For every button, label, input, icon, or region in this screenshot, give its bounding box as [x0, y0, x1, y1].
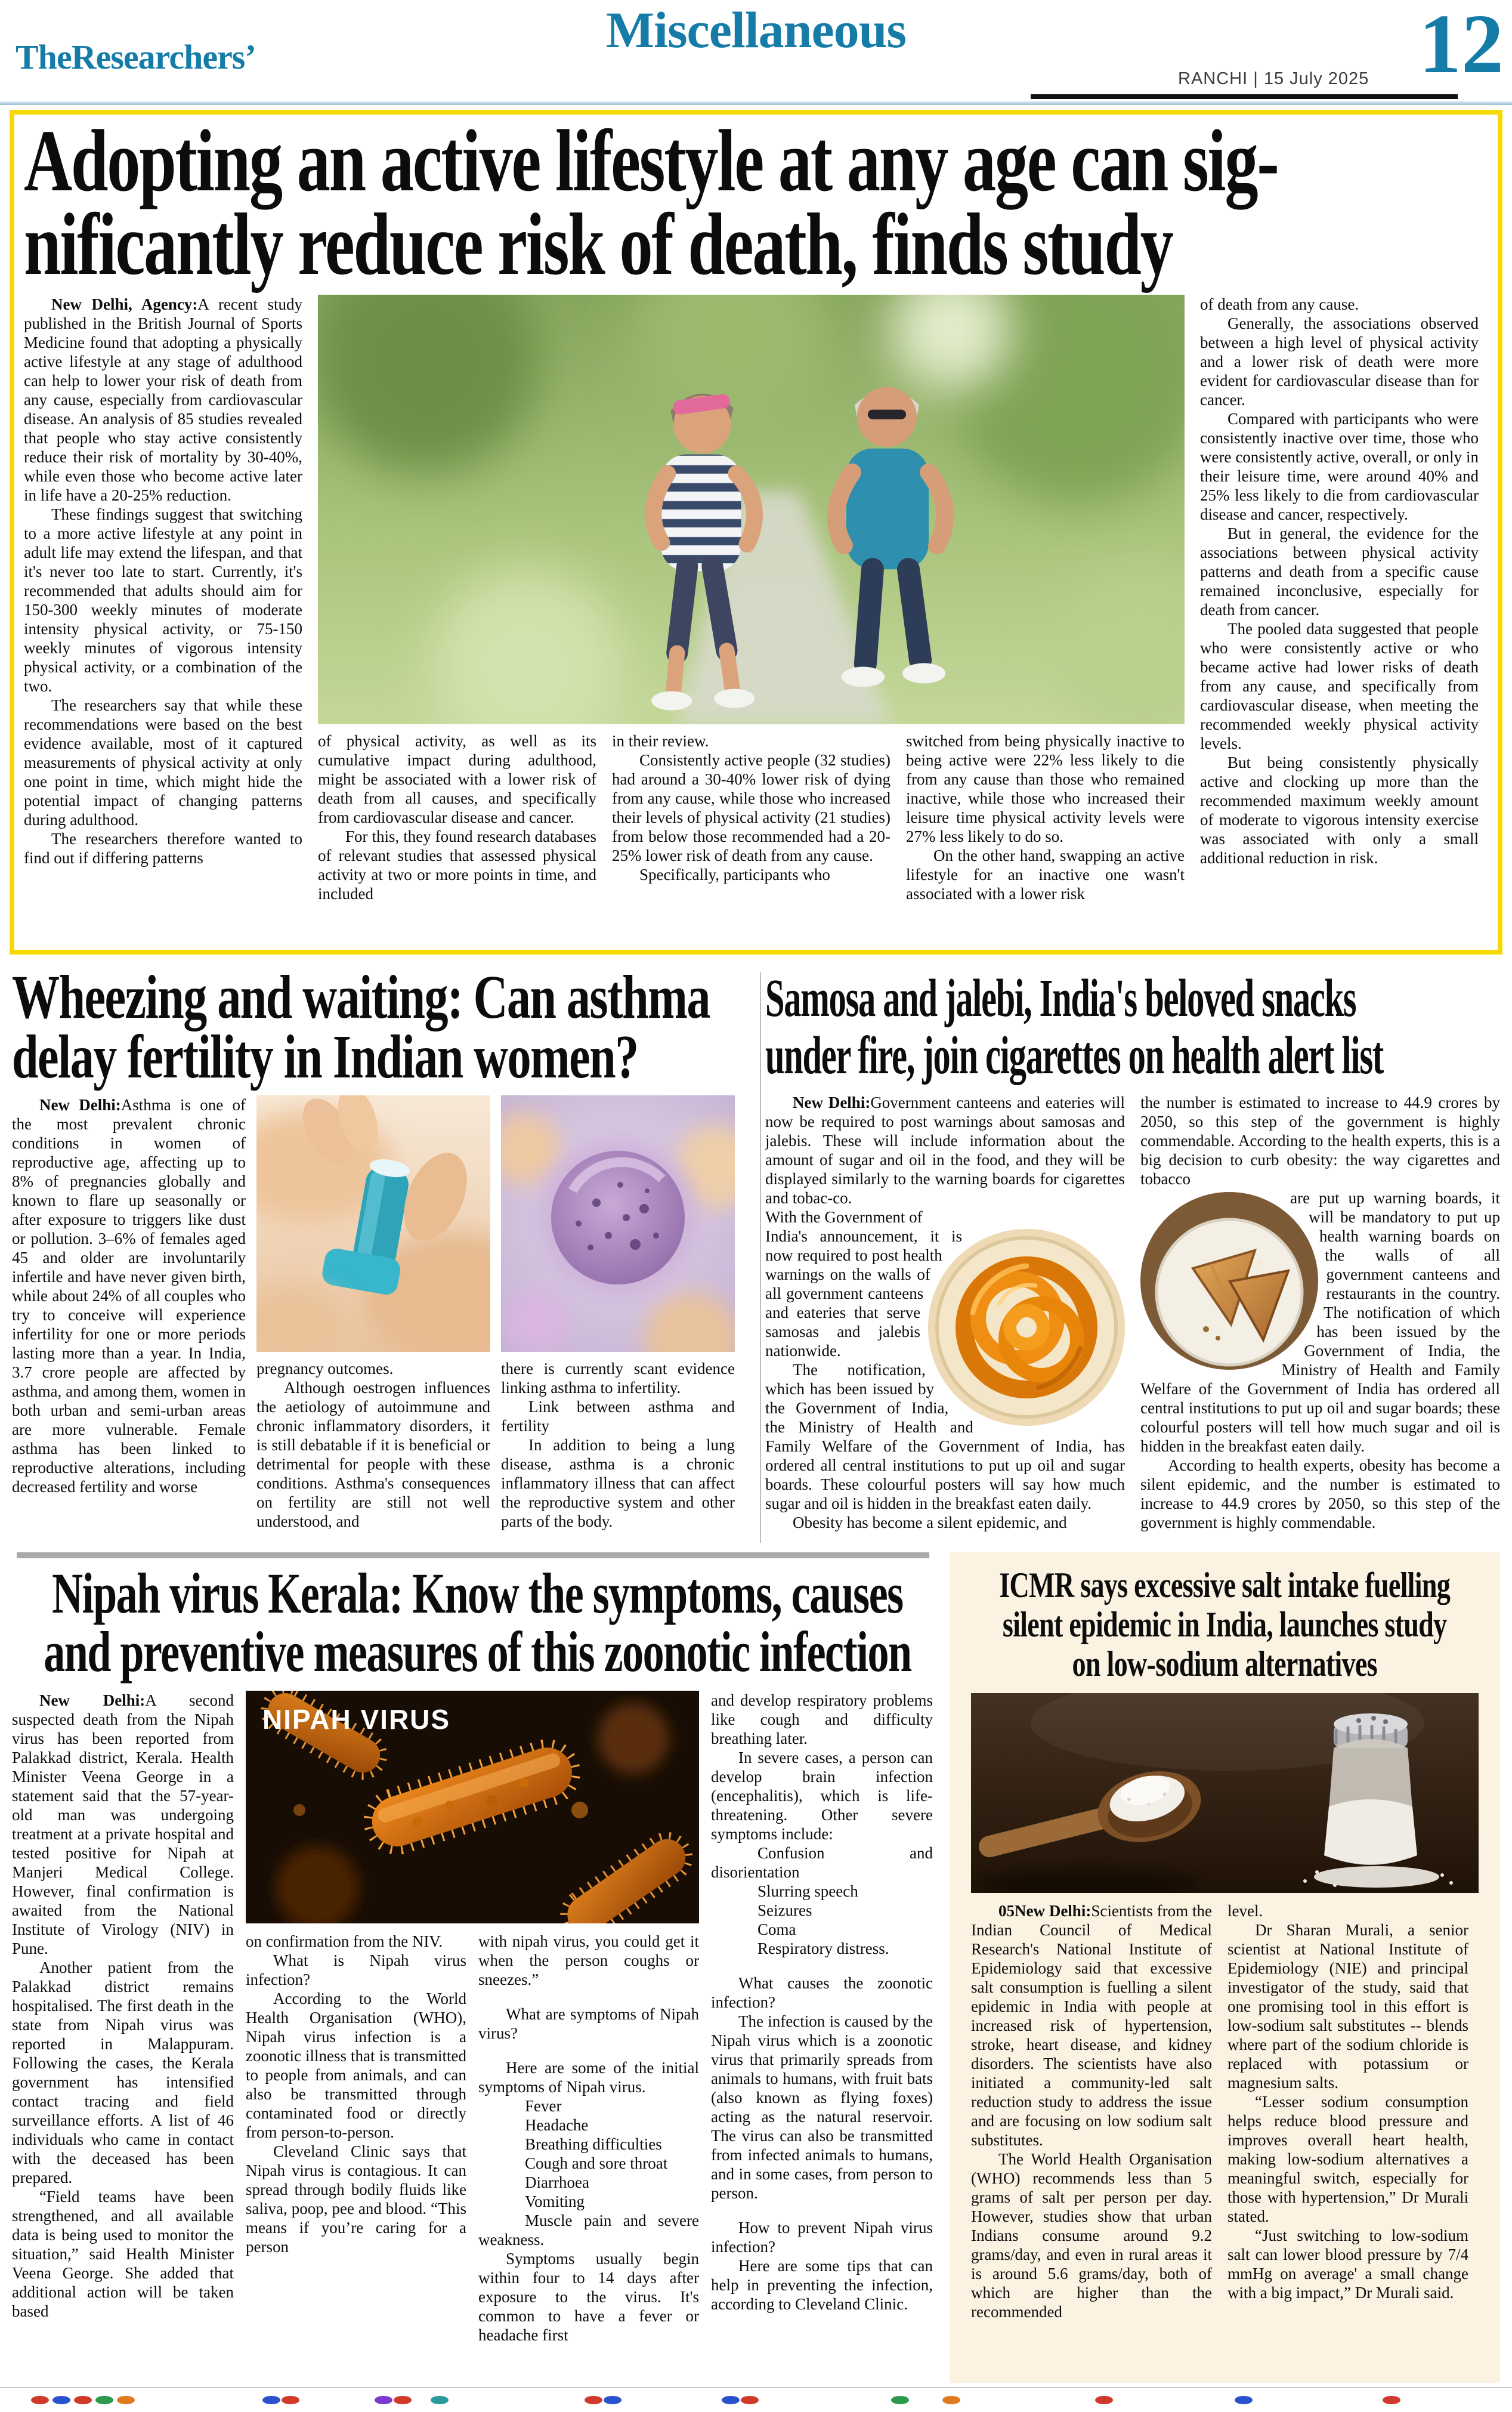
icmr-column-1	[971, 1901, 1212, 2367]
paragraph: Although oestrogen influences the aetiology of autoimmune and chronic inflammatory disorders, it is still debatable if it is beneficial or detrimental for people with these conditions. Asthma's consequences on fertility are still not well understood, and	[256, 1379, 490, 1530]
paragraph: “Field teams have been strengthened, and all available data is being used to monitor the situation,” said Health Minister Veena George. She added that additional action will be taken based	[12, 2188, 234, 2320]
paragraph: Generally, the associations observed between a high level of physical activity and a lower risk of death were more evident for cardiovascular disease than for cancer.	[1200, 314, 1479, 409]
paragraph: of death from any cause.	[1200, 295, 1359, 313]
inhaler-photo	[256, 1095, 490, 1352]
nipah-virus-photo	[246, 1691, 699, 1923]
page-dot	[891, 2396, 909, 2404]
paragraph: on confirmation from the NIV.	[246, 1932, 443, 1950]
headline-line: Adopting an active lifestyle at any age can sig-	[24, 112, 1278, 210]
paragraph: The notification, which has been issued by the Government of India, the Ministry of Health and Family Welfare of the Government of India, has ordered all central institutions to put up oil and sugar boards. These colourful posters will say how much sugar and oil is hidden in the breakfast eaten daily.	[765, 1361, 1125, 1512]
footer-rule	[0, 2387, 1512, 2388]
paragraph: Cleveland Clinic says that Nipah virus is contagious. It can spread through bodily fluids like saliva, poop, pee and blood. “This means if you’re caring for a person	[246, 2142, 466, 2256]
page-dot	[117, 2396, 135, 2404]
paragraph: switched from being physically inactive to being active were 22% less likely to die from any cause than those who remained inactive, while those who increased their leisure time physical activity levels were 27% less likely to do so.	[906, 732, 1185, 845]
headline-line: on low-sodium alternatives	[1072, 1644, 1378, 1684]
paragraph: Here are some of the initial symptoms of Nipah virus.	[478, 2059, 699, 2096]
paragraph: The World Health Organisation (WHO) recommends less than 5 grams of salt per person per day. However, studies show that urban Indians consume around 9.2 grams/day, and even in rural areas it is around 5.6 grams/day, both of which are higher than the recommended	[971, 2150, 1212, 2321]
paragraph: Consistently active people (32 studies) had around a 30-40% lower risk of dying from any cause, while those who increased their levels of physical activity (21 studies) from below those recommended had a 20-25% lower risk of death from any cause.	[612, 751, 890, 864]
paragraph: India's announcement, it is now required to post health warnings on the walls of all government canteens and eateries that serve samosas and jalebis nationwide.	[765, 1227, 962, 1360]
paragraph: New Delhi:Asthma is one of the most prevalent chronic conditions in women of reproductive age, affecting up to 8% of pregnancies globally and known to flare up seasonally or after exposure to triggers like dust or pollution. 3–6% of females aged 45 and older are involuntarily infertile and have never given birth, while about 24% of all couples who try to conceive will experience infertility for one or more periods lasting more than a year. In India, 3.7 crore people are affected by asthma, and among them, women in both urban and semi-urban areas are more vulnerable. Female asthma has been linked to reproductive alterations, including decreased fertility and worse	[12, 1096, 246, 1496]
nipah-image-label: NIPAH VIRUS	[262, 1704, 451, 1735]
paragraph: “Just switching to low-sodium salt can lower blood pressure by 7/4 mmHg on average' a small change with a big impact,” Dr Murali said.	[1227, 2226, 1468, 2302]
paragraph: In severe cases, a person can develop brain infection (encephalitis), which is life-threatening. Other severe symptoms include:	[711, 1749, 933, 1843]
nipah-column-3	[478, 1932, 699, 2376]
paragraph: The pooled data suggested that people who were consistently active or who became active had lower risks of death from any cause, and specifically from cardiovascular disease, when meeting the recommended weekly physical activity levels.	[1200, 620, 1479, 752]
paragraph: in their review.	[612, 732, 709, 750]
paragraph: Respiratory distress.	[757, 1940, 889, 1957]
paragraph: In addition to being a lung disease, asthma is a chronic inflammatory illness that can affect the reproductive system and other parts of the body.	[501, 1436, 735, 1530]
nipah-column-2	[246, 1932, 466, 2376]
headline-line: under fire, join cigarettes on health alert list	[765, 1026, 1383, 1085]
jalebi-photo	[928, 1229, 1125, 1426]
paragraph: With the Government of	[765, 1208, 923, 1226]
paragraph: Symptoms usually begin within four to 14 days after exposure to the virus. It's common to have a fever or headache first	[478, 2250, 699, 2344]
paragraph: Here are some tips that can help in preventing the infection, according to Cleveland Clinic.	[711, 2257, 933, 2313]
paragraph: The researchers therefore wanted to find out if differing patterns	[24, 830, 302, 867]
paragraph: pregnancy outcomes.	[256, 1360, 394, 1378]
paragraph: What is Nipah virus infection?	[246, 1951, 466, 1988]
headline-line: Nipah virus Kerala: Know the symptoms, causes	[51, 1561, 903, 1625]
article-asthma-fertility	[12, 962, 759, 1545]
headline-icmr	[971, 1565, 1479, 1684]
paragraph: On the other hand, swapping an active lifestyle for an inactive one wasn't associated with a lower risk	[906, 847, 1185, 903]
paragraph: New Delhi:A second suspected death from the Nipah virus has been reported from Palakkad district, Kerala. Health Minister Veena George in a statement said that the 57-year-old man was undergoing treatment at a private hospital and tested positive for Nipah at Manjeri Medical College. However, final confirmation is awaited from the National Institute of Virology (NIV) in Pune.	[12, 1691, 234, 1957]
column-divider	[760, 972, 761, 1543]
asthma-column-2	[256, 1359, 490, 1531]
header-rule-blue	[0, 101, 1512, 105]
page-dot	[262, 2396, 280, 2404]
headline-nipah	[12, 1561, 942, 1684]
paragraph: the number is estimated to increase to 44.9 crores by 2050, so this step of the government is highly commendable. According to the health experts, this is a big decision to curb obesity: the way cigarettes and tobacco	[1140, 1094, 1500, 1188]
paragraph: Dr Sharan Murali, a senior scientist at National Institute of Epidemiology (NIE) and principal investigator of the study, said that one promising tool in this effort is low-sodium salt substitutes -- blends where part of the sodium chloride is replaced with potassium or magnesium salts.	[1227, 1921, 1468, 2092]
masthead: TheResearchers’	[16, 38, 256, 76]
samosa-column-2	[1140, 1093, 1500, 1539]
nipah-column-1	[12, 1691, 234, 2376]
samosa-column-1	[765, 1093, 1125, 1539]
page-dot	[1383, 2396, 1400, 2404]
paragraph: How to prevent Nipah virus infection?	[711, 2219, 933, 2256]
article-icmr-salt	[950, 1552, 1500, 2383]
cell-micrograph-photo	[501, 1095, 735, 1352]
main-article-column-3	[612, 731, 890, 951]
paragraph: Confusion and disorientation	[711, 1844, 933, 1881]
paragraph: Muscle pain and severe weakness.	[478, 2212, 699, 2249]
paragraph: Diarrhoea	[525, 2173, 589, 2191]
main-article-column-5	[1200, 295, 1479, 953]
paragraph: But in general, the evidence for the associations between physical activity patterns and death from a specific cause remained inconclusive, especially for death from cancer.	[1200, 524, 1479, 619]
paragraph: New Delhi:Government canteens and eateries will now be required to post warnings about samosas and jalebis. These will include information about the amount of sugar and oil in the food, and they will be displayed similarly to the warning boards for cigarettes and tobac-co.	[765, 1094, 1125, 1207]
paragraph: Vomiting	[525, 2192, 585, 2210]
header-rule-black	[1031, 94, 1458, 99]
page-dot	[52, 2396, 70, 2404]
paragraph: Slurring speech	[757, 1882, 858, 1900]
headline-line: and preventive measures of this zoonotic infection	[43, 1620, 911, 1684]
paragraph: Compared with participants who were consistently inactive over time, those who were consistently active, overall, or only in their leisure time, were around 40% and 25% less likely to die from cardiovascular disease and cancer, respectively.	[1200, 410, 1479, 523]
paragraph: Cough and sore throat	[525, 2154, 668, 2172]
main-article-column-2	[318, 731, 596, 951]
nipah-column-4	[711, 1691, 933, 2376]
paragraph: Another patient from the Palakkad district remains hospitalised. The first death in the state from Nipah virus was reported in Malappuram. Following the cases, the Kerala government has intensified contact tracing and field surveillance efforts. A list of 46 individuals who came in contact with the deceased has been prepared.	[12, 1959, 234, 2186]
paragraph: What are symptoms of Nipah virus?	[478, 2005, 699, 2042]
main-article-column-4	[906, 731, 1185, 951]
samosa-photo	[1140, 1192, 1318, 1370]
article-samosa-jalebi	[765, 962, 1500, 1545]
dateline: RANCHI | 15 July 2025	[1178, 69, 1369, 88]
paragraph: are put up warning boards, it will be mandatory to put up health warning boards on the walls of all government canteens and restaurants in the country. The notification of which has been issued by the Government of India, the Ministry of Health and Family Welfare of the Government of India has ordered all central institutions to put up oil and sugar boards; these colourful posters will tell how much sugar and oil is hidden in the breakfast eaten daily.	[1140, 1189, 1500, 1455]
paragraph: The researchers say that while these recommendations were based on the best evidence available, most of it captured measurements of physical activity at only one point in time, which might hide the potential impact of changing patterns during adulthood.	[24, 696, 302, 829]
paragraph: These findings suggest that switching to a more active lifestyle at any point in adult life may extend the lifespan, and that it's never too late to start. Currently, it's recommended that adults should aim for 150-300 weekly minutes of moderate intensity physical activity, or 75-150 weekly minutes of vigorous intensity physical activity, or a combination of the two.	[24, 505, 302, 695]
paragraph: But being consistently physically active and clocking up more than the recommended maximum weekly amount of moderate to vigorous intensity exercise was associated with only a small additional reduction in risk.	[1200, 753, 1479, 867]
headline-active-lifestyle	[24, 112, 1488, 294]
paragraph: Headache	[525, 2116, 589, 2134]
paragraph: Fever	[525, 2097, 562, 2115]
page-dot	[74, 2396, 92, 2404]
headline-line: silent epidemic in India, launches study	[1003, 1605, 1447, 1644]
headline-line: nificantly reduce risk of death, finds study	[24, 196, 1173, 294]
page-dot	[1095, 2396, 1113, 2404]
paragraph: with nipah virus, you could get it when the person coughs or sneezes.”	[478, 1932, 699, 1988]
headline-line: ICMR says excessive salt intake fuelling	[999, 1565, 1451, 1605]
page-dot	[31, 2396, 49, 2404]
paragraph: Breathing difficulties	[525, 2135, 662, 2153]
asthma-column-1	[12, 1095, 246, 1550]
page-dot	[741, 2396, 759, 2404]
paragraph: According to the World Health Organisation (WHO), Nipah virus infection is a zoonotic illness that is transmitted to people from animals, and can also be transmitted through contaminated food or directly from person-to-person.	[246, 1990, 466, 2141]
footer-dots	[0, 2394, 1512, 2409]
page-dot	[431, 2396, 449, 2404]
paragraph: The infection is caused by the Nipah virus which is a zoonotic virus that primarily spreads from animals to humans, with fruit bats (also known as flying foxes) acting as the natural reservoir. The virus can also be transmitted from infected animals to humans, and in some cases, from person to person.	[711, 2012, 933, 2202]
headline-asthma	[12, 963, 759, 1091]
paragraph: For this, they found research databases of relevant studies that assessed physical activity at two or more points in time, and included	[318, 827, 596, 903]
paragraph: Specifically, participants who	[639, 866, 830, 884]
section-rule	[17, 1552, 929, 1558]
page-dot	[394, 2396, 412, 2404]
paragraph: level.	[1227, 1902, 1263, 1920]
paragraph: Coma	[757, 1920, 796, 1938]
salt-photo	[971, 1693, 1479, 1893]
paragraph: 05New Delhi:Scientists from the Indian Council of Medical Research's National Institute of Epidemiology said that excessive salt consumption is fuelling a silent epidemic in India with people at increased risk of hypertension, stroke, heart disease, and kidney disorders. The scientists have also initiated a community-led salt reduction study to address the issue and are focusing on low sodium salt substitutes.	[971, 1902, 1212, 2149]
paragraph: What causes the zoonotic infection?	[711, 1974, 933, 2011]
paragraph: and develop respiratory problems like cough and difficulty breathing later.	[711, 1691, 933, 1747]
article-nipah-virus	[12, 1552, 942, 2383]
headline-line: delay fertility in Indian women?	[12, 1023, 638, 1091]
paragraph: Obesity has become a silent epidemic, and	[793, 1514, 1067, 1531]
page-dot	[282, 2396, 299, 2404]
jogging-photo	[318, 295, 1185, 724]
paragraph: “Lesser sodium consumption helps reduce blood pressure and improves overall heart health, making low-sodium alternatives a meaningful switch, especially for those with hypertension,” Dr Murali stated.	[1227, 2093, 1468, 2225]
page-dot	[375, 2396, 392, 2404]
page-dot	[604, 2396, 622, 2404]
paragraph: Seizures	[757, 1901, 812, 1919]
headline-line: Wheezing and waiting: Can asthma	[12, 963, 710, 1031]
page-dot	[942, 2396, 960, 2404]
main-article-column-1	[24, 295, 302, 953]
page-dot	[722, 2396, 740, 2404]
page-dot	[1235, 2396, 1253, 2404]
article-active-lifestyle	[10, 110, 1502, 955]
page-dot	[585, 2396, 602, 2404]
page-dot	[95, 2396, 113, 2404]
paragraph: Link between asthma and fertility	[501, 1398, 735, 1435]
paragraph: of physical activity, as well as its cumulative impact during adulthood, might be associated with a lower risk of death from all causes, and specifically from cardiovascular disease and cancer.	[318, 732, 596, 826]
icmr-column-2	[1227, 1901, 1468, 2367]
paragraph: According to health experts, obesity has become a silent epidemic, and the number is estimated to increase to 44.9 crores by 2050, so this step of the government is highly commendable.	[1140, 1456, 1500, 1531]
paragraph: New Delhi, Agency:A recent study published in the British Journal of Sports Medicine found that adopting a physically active lifestyle at any stage of adulthood can help to lower your risk of death from any cause, especially from cardiovascular disease. An analysis of 85 studies revealed that people who stay active consistently reduce their risk of mortality by 30-40%, while even those who become active later in life have a 20-25% reduction.	[24, 295, 302, 504]
paragraph: there is currently scant evidence linking asthma to infertility.	[501, 1360, 735, 1397]
page-number: 12	[1419, 0, 1504, 91]
headline-samosa	[765, 970, 1500, 1085]
section-title: Miscellaneous	[606, 1, 906, 58]
headline-line: Samosa and jalebi, India's beloved snacks	[765, 969, 1356, 1028]
asthma-column-3	[501, 1359, 735, 1531]
